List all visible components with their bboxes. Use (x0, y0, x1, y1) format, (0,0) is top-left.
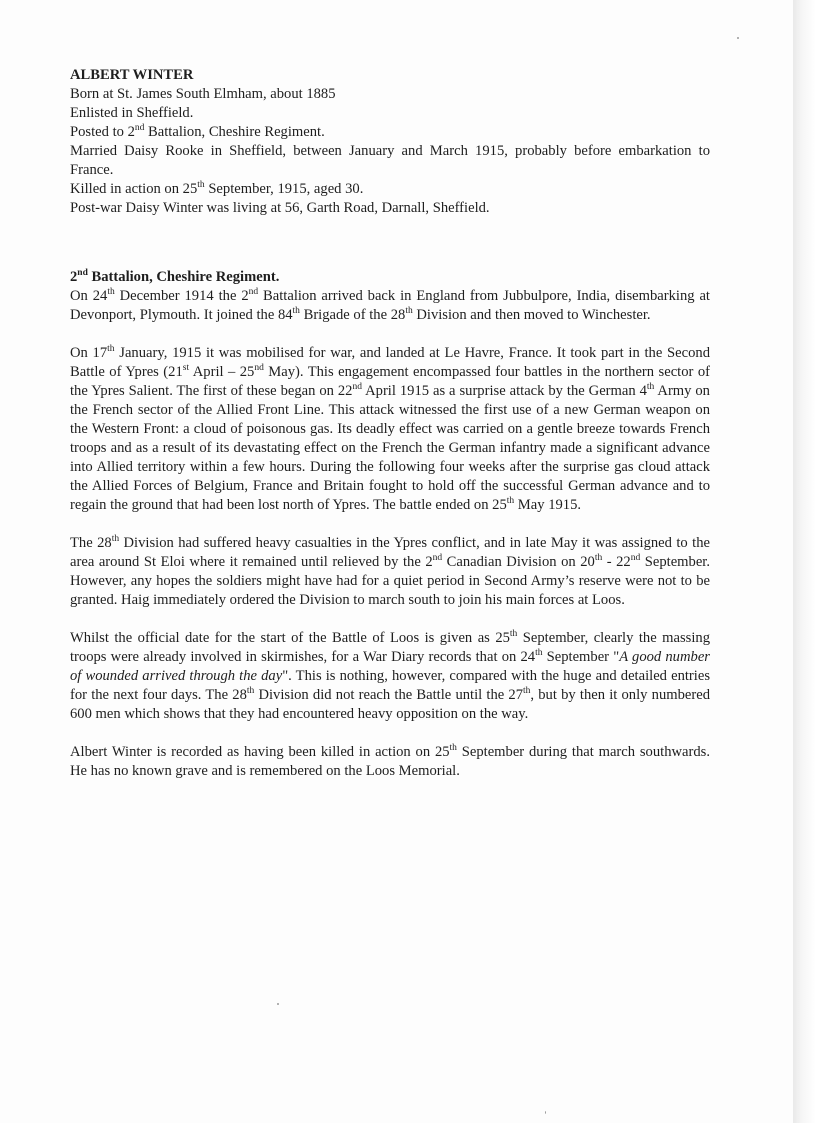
scan-speck (277, 1003, 279, 1005)
document-body (70, 66, 710, 800)
paragraph-text: May 1915. (514, 497, 582, 513)
paragraph-text: The 28 (70, 535, 112, 551)
posted-text-rest: Battalion, Cheshire Regiment. (144, 124, 325, 140)
scan-speck (737, 37, 739, 39)
paragraph-text: - 22 (602, 554, 631, 570)
page-edge-shadow (793, 0, 816, 1123)
paragraph-text: Whilst the official date for the start of the Battle of Loos is given as 25 (70, 630, 510, 646)
paragraph-text: , but by then it only numbered 600 men which shows that they had encountered heavy opposition on the way. (70, 687, 711, 722)
battalion-heading-text: Battalion, Cheshire Regiment. (87, 269, 280, 285)
ordinal-suffix: nd (248, 287, 259, 298)
killed-text: Killed in action on 25 (70, 181, 198, 197)
ordinal-suffix: nd (432, 553, 443, 564)
posted-ordinal: nd (134, 123, 145, 134)
paragraph-text: September " (542, 649, 620, 665)
ordinal-suffix: nd (630, 553, 641, 564)
ordinal-suffix: th (449, 743, 457, 754)
section-spacer (70, 218, 710, 268)
scan-speck (545, 1111, 546, 1114)
ordinal-suffix: nd (352, 382, 362, 393)
paragraph-text: December 1914 the 2 (114, 288, 249, 304)
battalion-paragraph-memorial (70, 743, 710, 781)
ordinal-suffix: th (405, 306, 413, 317)
paragraph-text: On 17 (70, 345, 108, 361)
enlisted-line: Enlisted in Sheffield. (70, 105, 194, 121)
paragraph-text: September during that march southwards. He has no known grave and is remembered on the Loos Memorial. (70, 744, 710, 779)
paragraph-text: April 1915 as a surprise attack by the German 4 (361, 383, 647, 399)
paragraph-text: Battalion arrived back in England from Jubbulpore, India, disembarking at Devonport, Plymouth. It joined the 84 (70, 288, 710, 323)
paragraph-text: January, 1915 it was mobilised for war, and landed at Le Havre, France. It took part in the Second Battle of Ypres (21 (70, 345, 710, 380)
paragraph-text: April – 25 (189, 364, 255, 380)
birth-line: Born at St. James South Elmham, about 1885 (70, 86, 336, 102)
battalion-paragraph-st-eloi (70, 534, 710, 610)
posted-text: Posted to 2 (70, 124, 135, 140)
ordinal-suffix: th (107, 344, 115, 355)
postwar-line: Post-war Daisy Winter was living at 56, Garth Road, Darnall, Sheffield. (70, 200, 490, 216)
ordinal-suffix: th (509, 629, 518, 640)
paragraph-text: Albert Winter is recorded as having been killed in action on 25 (70, 744, 450, 760)
paragraph-text: Division did not reach the Battle until the 27 (254, 687, 524, 703)
paragraph-text: September. However, any hopes the soldiers might have had for a quiet period in Second Army’s reserve were not to be granted. Haig immediately ordered the Division to march south to join his main forces at Loos. (70, 554, 710, 608)
killed-line (70, 180, 710, 199)
battalion-heading (70, 268, 710, 287)
ordinal-suffix: th (111, 534, 120, 545)
battalion-paragraph-loos (70, 629, 710, 724)
married-line: Married Daisy Rooke in Sheffield, between January and March 1915, probably before embarkation to France. (70, 143, 710, 178)
ordinal-suffix: th (246, 686, 255, 697)
paragraph-text: ". This is nothing, however, compared with the huge and detailed entries for the next four days. The 28 (70, 668, 711, 703)
ordinal-suffix: nd (254, 363, 264, 374)
paragraph-text: On 24 (70, 288, 108, 304)
ordinal-suffix: th (506, 496, 515, 507)
ordinal-suffix: th (107, 287, 115, 298)
battalion-paragraph-return (70, 287, 710, 325)
paragraph-text: Canadian Division on 20 (442, 554, 595, 570)
ordinal-suffix: th (523, 686, 531, 697)
battalion-heading-number: 2 (70, 269, 78, 285)
biography-section (70, 66, 710, 218)
paragraph-text: Division had suffered heavy casualties in the Ypres conflict, and in late May it was assigned to the area around St Eloi where it remained until relieved by the 2 (70, 535, 710, 570)
war-diary-quote: A good number of wounded arrived through the day (70, 649, 710, 684)
paragraph-text: September, clearly the massing troops were already involved in skirmishes, for a War Diary records that on 24 (70, 630, 710, 665)
posted-line (70, 123, 710, 142)
killed-text-rest: September, 1915, aged 30. (204, 181, 364, 197)
ordinal-suffix: th (594, 553, 603, 564)
battalion-section (70, 268, 710, 781)
battalion-heading-ordinal: nd (77, 268, 88, 279)
ordinal-suffix: th (292, 306, 300, 317)
paragraph-text: Division and then moved to Winchester. (412, 307, 651, 323)
ordinal-suffix: th (646, 382, 655, 393)
paragraph-text: May). This engagement encompassed four battles in the northern sector of the Ypres Salient. The first of these began on 22 (70, 364, 710, 399)
killed-ordinal: th (197, 180, 205, 191)
ordinal-suffix: th (535, 648, 543, 659)
person-name-heading: ALBERT WINTER (70, 67, 194, 83)
battalion-paragraph-ypres (70, 344, 710, 515)
paragraph-text: Brigade of the 28 (299, 307, 406, 323)
ordinal-suffix: st (182, 363, 190, 374)
paragraph-text: Army on the French sector of the Allied Front Line. This attack witnessed the first use of a new German weapon on the Western Front: a cloud of poisonous gas. Its deadly effect was carried on a gentle breeze towards French troops and as a result of its devastating effect on the French the German infantry made a significant advance into Allied territory within a few hours. During the following four weeks after the surprise gas cloud attack the Allied Forces of Belgium, France and Britain fought to hold off the successful German advance and to regain the ground that had been lost north of Ypres. The battle ended on 25 (70, 383, 710, 513)
